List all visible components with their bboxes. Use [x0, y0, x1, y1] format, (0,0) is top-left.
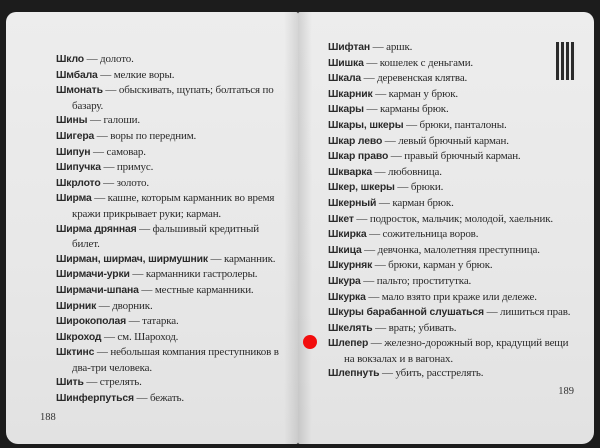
entry-definition: — см. Шароход. — [101, 330, 179, 343]
dictionary-entry — [328, 56, 578, 72]
dictionary-entry — [56, 160, 284, 176]
entry-term: Шкет — [328, 213, 354, 225]
entry-term: Широкополая — [56, 316, 127, 328]
entry-term: Ширмачи-шпана — [56, 284, 139, 296]
entry-definition: — карманы брюк. — [363, 103, 449, 116]
entry-definition: — небольшая компания преступников в два-три человека. — [72, 346, 279, 374]
entry-definition: — фальшивый кредитный билет. — [72, 222, 260, 251]
entry-definition: — лишиться прав. — [483, 306, 571, 319]
dictionary-entry — [328, 102, 578, 118]
entry-definition: — девчонка, малолетняя преступница. — [361, 243, 540, 256]
dictionary-entry — [328, 258, 578, 274]
dictionary-entry — [328, 134, 578, 150]
dictionary-entry — [328, 243, 578, 259]
entry-definition: — галоши. — [87, 114, 140, 127]
dictionary-entry — [328, 366, 578, 382]
entry-term: Шлепер — [328, 338, 369, 350]
entry-definition: — брюки. — [394, 181, 444, 194]
entry-term: Шипун — [56, 146, 91, 158]
entry-term: Шкло — [56, 54, 84, 65]
dictionary-entry — [56, 391, 284, 407]
dictionary-entry — [328, 118, 578, 134]
entry-term: Шкелять — [328, 322, 373, 334]
entry-definition: — мелкие воры. — [97, 68, 175, 81]
entry-definition: — обыскивать, щупать; болтаться по базару. — [72, 84, 274, 112]
entry-definition: — врать; убивать. — [372, 321, 457, 334]
entry-term: Шкрлото — [56, 177, 101, 189]
entry-definition: — местные карманники. — [138, 283, 254, 296]
entry-term: Шкуры барабанной слушаться — [328, 307, 484, 319]
dictionary-entry — [56, 129, 284, 145]
entry-term: Ширман, ширмач, ширмушник — [56, 253, 208, 265]
entry-term: Шкурка — [328, 291, 366, 303]
entry-term: Шкар лево — [328, 135, 383, 147]
right-entry-list — [328, 40, 578, 382]
dictionary-entry — [56, 191, 284, 221]
entry-definition: — любовница. — [371, 165, 442, 178]
entry-term: Шмонать — [56, 85, 103, 97]
entry-definition: — пальто; проститутка. — [360, 274, 472, 287]
dictionary-entry — [56, 299, 284, 315]
entry-definition: — убить, расстрелять. — [379, 367, 484, 380]
red-marker-dot — [303, 335, 317, 349]
entry-term: Шкица — [328, 244, 362, 256]
dictionary-entry — [328, 290, 578, 306]
dictionary-entry — [328, 149, 578, 165]
dictionary-entry — [328, 87, 578, 103]
entry-term: Шипучка — [56, 162, 101, 174]
dictionary-entry — [56, 330, 284, 346]
dictionary-entry — [56, 375, 284, 391]
entry-term: Шкирка — [328, 229, 367, 241]
entry-definition: — мало взято при краже или дележе. — [365, 290, 537, 303]
entry-term: Шкары, шкеры — [328, 119, 404, 131]
entry-definition: — кошелек с деньгами. — [363, 56, 474, 69]
dictionary-entry — [328, 274, 578, 290]
dictionary-entry — [328, 321, 578, 337]
entry-term: Ширмачи-урки — [56, 269, 130, 281]
entry-definition: — кашне, которым карманник во время кражи прикрывает руки; карман. — [72, 192, 275, 220]
entry-definition: — брюки, панталоны. — [403, 118, 507, 131]
entry-definition: — воры по передним. — [94, 129, 197, 142]
entry-term: Шигера — [56, 130, 95, 142]
entry-definition: — карманник. — [207, 252, 276, 265]
dictionary-entry — [56, 267, 284, 283]
entry-definition: — татарка. — [126, 315, 179, 328]
entry-definition: — самовар. — [90, 145, 146, 158]
entry-definition: — деревенская клятва. — [361, 72, 468, 85]
entry-definition: — примус. — [100, 161, 154, 174]
entry-term: Ширма дрянная — [56, 223, 137, 235]
dictionary-entry — [56, 222, 284, 252]
entry-term: Шкварка — [328, 166, 372, 178]
dictionary-entry — [328, 227, 578, 243]
entry-definition: — золото. — [100, 176, 149, 189]
entry-term: Шкары — [328, 104, 364, 116]
entry-term: Шкарник — [328, 88, 373, 100]
entry-definition: — карман брюк. — [376, 196, 454, 209]
dictionary-entry — [56, 52, 284, 68]
entry-definition: — бежать. — [133, 392, 184, 405]
entry-term: Шить — [56, 377, 84, 389]
dictionary-entry — [56, 113, 284, 129]
entry-term: Шктинс — [56, 347, 95, 359]
entry-term: Шкроход — [56, 331, 102, 343]
dictionary-entry — [328, 71, 578, 87]
dictionary-entry — [328, 180, 578, 196]
entry-term: Шифтан — [328, 42, 371, 53]
entry-definition: — правый брючный карман. — [388, 150, 521, 163]
entry-definition: — брюки, карман у брюк. — [372, 259, 493, 272]
right-page — [298, 12, 594, 444]
entry-term: Шкала — [328, 73, 362, 85]
entry-definition: — сожительница воров. — [366, 228, 479, 241]
entry-term: Шкура — [328, 275, 361, 287]
entry-term: Шины — [56, 115, 88, 127]
dictionary-entry — [328, 196, 578, 212]
entry-definition: — железно-дорожный вор, крадущий вещи на вокзалах и в вагонах. — [344, 337, 569, 365]
entry-term: Ширник — [56, 300, 97, 312]
entry-term: Шкерный — [328, 197, 377, 209]
dictionary-entry — [328, 212, 578, 228]
dictionary-entry — [56, 145, 284, 161]
entry-definition: — карман у брюк. — [372, 87, 459, 100]
entry-definition: — стрелять. — [83, 376, 142, 389]
dictionary-entry — [56, 252, 284, 268]
entry-term: Шмбала — [56, 69, 98, 81]
entry-term: Шишка — [328, 57, 364, 69]
right-page-number: 189 — [558, 386, 574, 397]
dictionary-entry — [56, 345, 284, 375]
entry-term: Шинферпуться — [56, 393, 134, 405]
dictionary-entry — [328, 305, 578, 321]
dictionary-entry — [56, 83, 284, 113]
dictionary-entry — [56, 314, 284, 330]
dictionary-entry — [56, 176, 284, 192]
left-page-number: 188 — [40, 412, 56, 423]
dictionary-entry — [328, 336, 578, 366]
entry-definition: — дворник. — [96, 299, 153, 312]
entry-definition: — аршк. — [370, 41, 413, 53]
entry-term: Шлепнуть — [328, 368, 380, 380]
entry-term: Шкурняк — [328, 260, 373, 272]
dictionary-entry — [56, 68, 284, 84]
left-entry-list — [56, 52, 284, 407]
left-page — [6, 12, 298, 444]
dictionary-entry — [328, 165, 578, 181]
entry-definition: — подросток, мальчик; молодой, хаельник. — [353, 212, 554, 225]
dictionary-entry — [56, 283, 284, 299]
entry-term: Шкар право — [328, 151, 389, 163]
entry-term: Шкер, шкеры — [328, 182, 395, 194]
entry-definition: — левый брючный карман. — [382, 134, 509, 147]
entry-definition: — долото. — [83, 53, 134, 65]
entry-definition: — карманники гастролеры. — [129, 268, 258, 281]
entry-term: Ширма — [56, 193, 92, 205]
dictionary-entry — [328, 40, 578, 56]
